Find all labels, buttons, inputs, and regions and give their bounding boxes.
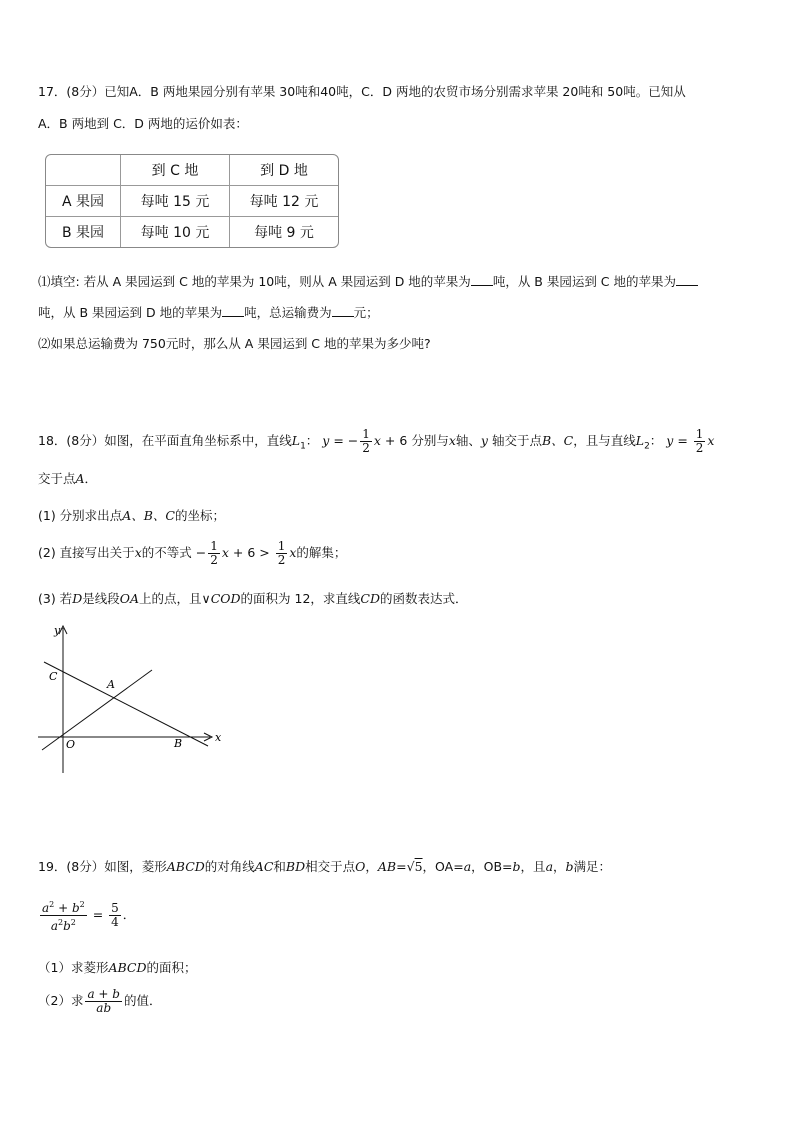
q18-text: 上的点，且 [139, 591, 202, 606]
q18-text: 交于点 [38, 471, 76, 486]
label-B: B [174, 737, 183, 750]
answer-blank [332, 316, 354, 317]
q18-text: 轴、 [455, 433, 481, 448]
q18-text: 轴交于点 [491, 433, 542, 448]
q18-text: (1) 分别求出点 [38, 508, 123, 523]
q19-text: ，OA= [422, 859, 464, 874]
line-L1 [44, 662, 208, 746]
table-cell [46, 155, 121, 186]
q17-part1-text: 元； [353, 305, 379, 320]
table-row [46, 186, 338, 217]
q18-text: 的面积为 12，求直线 [240, 591, 361, 606]
price-table [45, 154, 339, 248]
q18-text: 的不等式 [141, 545, 192, 560]
q19-text: ，且 [520, 859, 546, 874]
q17-part1-text: 吨，从 B 果园运到 D 地的苹果为 [38, 305, 223, 320]
q19-text: 的对角线 [204, 859, 255, 874]
q18-text: (2) 直接写出关于 [38, 545, 135, 560]
line-L2 [42, 670, 152, 750]
table-cell: 每吨 12 元 [230, 186, 338, 217]
q18-text: (3) 若 [38, 591, 73, 606]
q19-condition: $\frac{a^2 + b^2}{a^2b^2}$ = $\frac{5}{4}$ ． [42, 900, 136, 933]
label-y: y [54, 624, 61, 637]
q19-text: 19．(8分）如图，菱形 [38, 859, 167, 874]
table-row [46, 155, 338, 186]
q19-text: ， [365, 859, 378, 874]
q18-text: 是线段 [82, 591, 120, 606]
q17-part1-text: ⑴填空: 若从 A 果园运到 C 地的苹果为 10吨，则从 A 果园运到 D 地的苹果为 [38, 274, 471, 289]
q18-line2: 交于点A． [38, 471, 98, 486]
table-cell: 到 D 地 [230, 155, 338, 186]
q19-text: 和 [273, 859, 286, 874]
table-cell: 每吨 15 元 [121, 186, 230, 217]
q17-part1-text: 吨，从 B 果园运到 C 地的苹果为 [492, 274, 677, 289]
answer-blank [222, 316, 244, 317]
q17-line1: 17．(8分）已知A．B 两地果园分别有苹果 30吨和40吨，C．D 两地的农贸市场分别需求苹果 20吨和 50吨。已知从 [38, 84, 686, 99]
label-O: O [66, 738, 76, 751]
q17-part1-line2 [38, 303, 379, 321]
q19-text: 的面积； [146, 960, 197, 975]
q19-line1: 19．(8分）如图，菱形ABCD的对角线AC和BD相交于点O，AB=√5，OA=a，OB=b，且a，b满足： [38, 859, 612, 874]
table-cell: 到 C 地 [121, 155, 230, 186]
q19-text: 满足： [573, 859, 612, 874]
q19-text: （2）求 [38, 993, 84, 1008]
answer-blank [471, 285, 493, 286]
q18-line1: 18．(8分）如图，在平面直角坐标系中，直线$L_1$： y = − $\frac{1}{2}$ x + 6 分别与x轴、y 轴交于点B、C，且与直线$L_2$： y = $\frac{1}{2}$ x [38, 427, 715, 455]
q19-text: ，OB= [471, 859, 513, 874]
label-C: C [49, 670, 58, 683]
table-cell: 每吨 9 元 [254, 225, 314, 241]
q17-line2: A．B 两地到 C．D 两地的运价如表： [38, 116, 248, 131]
q19-text: （1）求菱形 [38, 960, 109, 975]
q19-text: 相交于点 [305, 859, 356, 874]
answer-blank [676, 285, 698, 286]
q17-part1-text: 吨，总运输费为 [244, 305, 332, 320]
q19-sub2: （2）求 $\frac{a + b}{ab}$ 的值． [38, 987, 162, 1015]
q18-sub2: (2) 直接写出关于x的不等式 − $\frac{1}{2}$ x + 6 > $\frac{1}{2}$ x的解集； [38, 539, 347, 567]
table-cell: A 果园 [46, 186, 121, 217]
q18-text: 的坐标； [174, 508, 225, 523]
table-cell: B 果园 [46, 217, 121, 247]
q18-text: 的函数表达式． [380, 591, 468, 606]
q18-text: 分别与 [411, 433, 449, 448]
coordinate-figure [30, 618, 230, 778]
table-cell: 每吨 10 元 [121, 217, 230, 247]
q19-sub1: （1）求菱形ABCD的面积； [38, 960, 197, 975]
label-A: A [107, 678, 115, 691]
q18-text: 18．(8分）如图，在平面直角坐标系中，直线 [38, 433, 292, 448]
q18-sub1: (1) 分别求出点A、B、C的坐标； [38, 508, 225, 523]
q17-part2: ⑵如果总运输费为 750元时，那么从 A 果园运到 C 地的苹果为多少吨? [38, 336, 431, 351]
q18-text: ，且与直线 [573, 433, 636, 448]
table-row [46, 217, 338, 247]
q18-sub3: (3) 若D是线段OA上的点，且∨COD的面积为 12，求直线CD的函数表达式． [38, 591, 468, 606]
q17-part1-line1 [38, 272, 698, 290]
q18-text: 的解集； [296, 545, 347, 560]
q19-text: 的值． [123, 993, 162, 1008]
label-x: x [215, 731, 222, 744]
